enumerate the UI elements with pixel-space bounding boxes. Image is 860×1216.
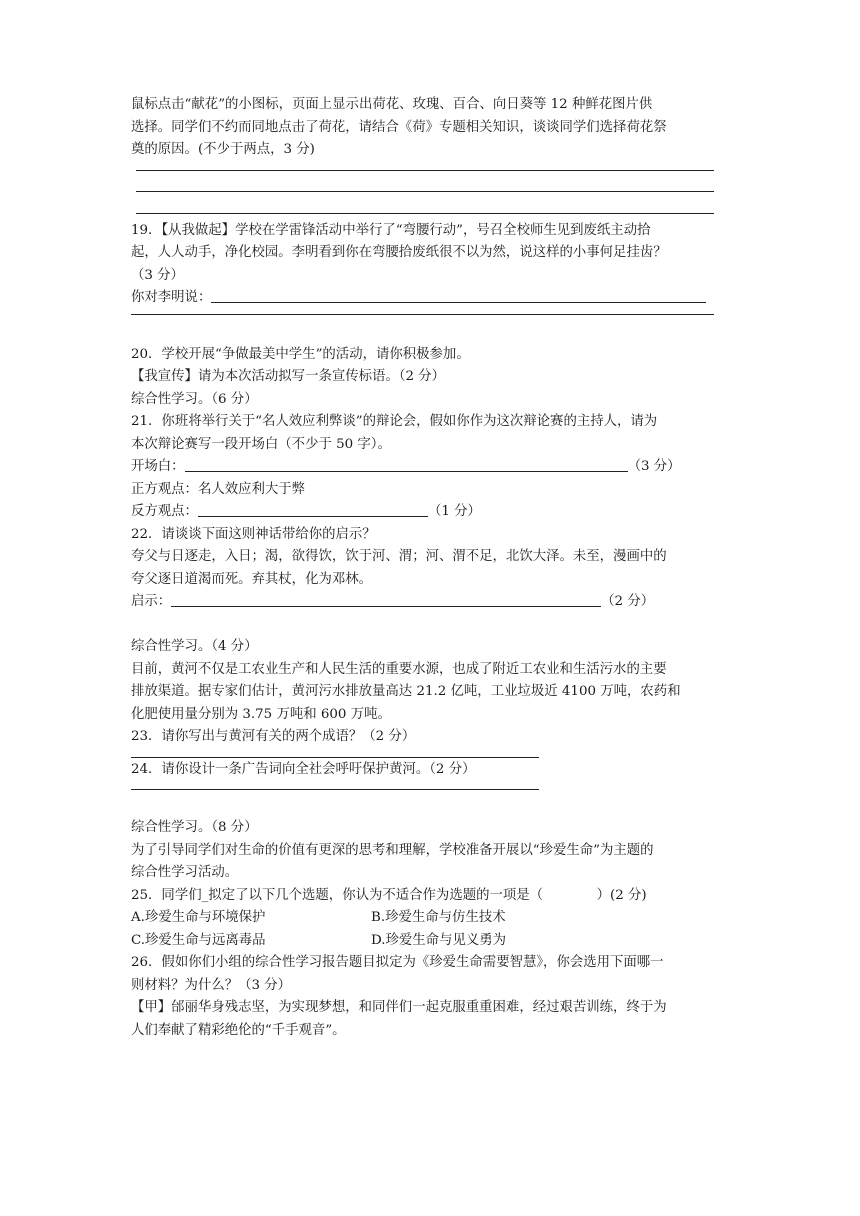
text-line: 奠的原因。(不少于两点，3 分) — [131, 142, 315, 157]
q21-opening-row — [131, 456, 731, 479]
text-line: 本次辩论赛写一段开场白（不少于 50 字）。 — [131, 436, 391, 452]
label: 开场白： — [131, 459, 185, 474]
q19-prompt-row — [131, 287, 731, 310]
question-23: 23．请你写出与黄河有关的两个成语？（2 分） — [131, 729, 416, 744]
section-heading: 综合性学习。（8 分） — [131, 820, 258, 835]
text-line: 夸父与日逐走，入日；渴，欲得饮，饮于河、渭；河、渭不足，北饮大泽。未至，漫画中的 — [131, 549, 667, 564]
answer-blank[interactable] — [185, 457, 628, 472]
question-22: 22．请谈谈下面这则神话带给你的启示？ — [131, 526, 376, 542]
answer-blank[interactable] — [211, 288, 706, 303]
text-line: 选择。同学们不约而同地点击了荷花，请结合《荷》专题相关知识，谈谈同学们选择荷花祭 — [131, 119, 667, 135]
q19-prompt: 你对李明说： — [131, 290, 212, 305]
text-line: 排放渠道。据专家们估计，黄河污水排放量高达 21.2 亿吨，工业垃圾近 4100 万吨，农药和 — [131, 684, 681, 699]
option-a[interactable]: A.珍爱生命与环境保护 — [131, 910, 266, 925]
text-line: 起，人人动手，净化校园。李明看到你在弯腰拾废纸很不以为然，说这样的小事何足挂齿？ — [131, 245, 667, 260]
text-line: 夸父逐日道渴而死。弃其杖，化为邓林。 — [131, 571, 373, 587]
text-line: 综合性学习活动。 — [131, 865, 239, 880]
text-line: 人们奉献了精彩绝伦的“千手观音”。 — [131, 1022, 346, 1038]
question-19: 19．【从我做起】学校在学雷锋活动中举行了“弯腰行动”，号召全校师生见到废纸主动拾 — [131, 222, 651, 238]
text-line: 化肥使用量分别为 3.75 万吨和 600 万吨。 — [131, 706, 391, 722]
text-line: （3 分） — [131, 267, 184, 283]
question-21: 21．你班将举行关于“名人效应利弊谈”的辩论会，假如你作为这次辩论赛的主持人，请为 — [131, 414, 658, 429]
option-c[interactable]: C.珍爱生命与远离毒品 — [131, 932, 266, 948]
section-heading: 综合性学习。（4 分） — [131, 639, 258, 654]
score: （2 分） — [601, 594, 655, 609]
text-line: 鼠标点击“献花”的小图标，页面上显示出荷花、玫瑰、百合、向日葵等 12 种鲜花图片供 — [131, 97, 653, 112]
text-line: 【我宣传】请为本次活动拟写一条宣传标语。（2 分） — [131, 369, 446, 384]
q22-answer-row — [131, 591, 731, 614]
text-line: 为了引导同学们对生命的价值有更深的思考和理解，学校准备开展以“珍爱生命”为主题的 — [131, 842, 654, 858]
answer-blank[interactable] — [171, 592, 601, 607]
score: （3 分） — [627, 459, 681, 474]
option-d[interactable]: D.珍爱生命与见义勇为 — [371, 932, 507, 948]
option-row — [131, 930, 731, 953]
score: （1 分） — [427, 504, 481, 519]
question-20: 20．学校开展“争做最美中学生”的活动，请你积极参加。 — [131, 346, 470, 362]
option-row — [131, 907, 731, 930]
section-heading: 综合性学习。（6 分） — [131, 391, 258, 407]
label: 启示： — [131, 594, 172, 609]
text-line: 目前，黄河不仅是工农业生产和人民生活的重要水源，也成了附近工农业和生活污水的主要 — [131, 661, 667, 677]
question-25: 25．同学们_拟定了以下几个选题，你认为不适合作为选题的一项是（ ）(2 分) — [131, 887, 647, 903]
question-24: 24．请你设计一条广告词向全社会呼吁保护黄河。（2 分） — [131, 761, 476, 777]
text-line: 【甲】邰丽华身残志坚，为实现梦想，和同伴们一起克服重重困难，经过艰苦训练，终于为 — [131, 1000, 667, 1015]
option-b[interactable]: B.珍爱生命与仿生技术 — [371, 910, 506, 925]
text-line: 则材料？为什么？（3 分） — [131, 977, 292, 993]
label: 反方观点： — [131, 504, 198, 519]
answer-blank[interactable] — [198, 502, 428, 517]
exam-page — [131, 94, 731, 1042]
q21-con-row — [131, 501, 731, 524]
text-line: 正方观点：名人效应利大于弊 — [131, 481, 306, 497]
question-26: 26．假如你们小组的综合性学习报告题目拟定为《珍爱生命需要智慧》，你会选用下面哪一 — [131, 955, 664, 970]
